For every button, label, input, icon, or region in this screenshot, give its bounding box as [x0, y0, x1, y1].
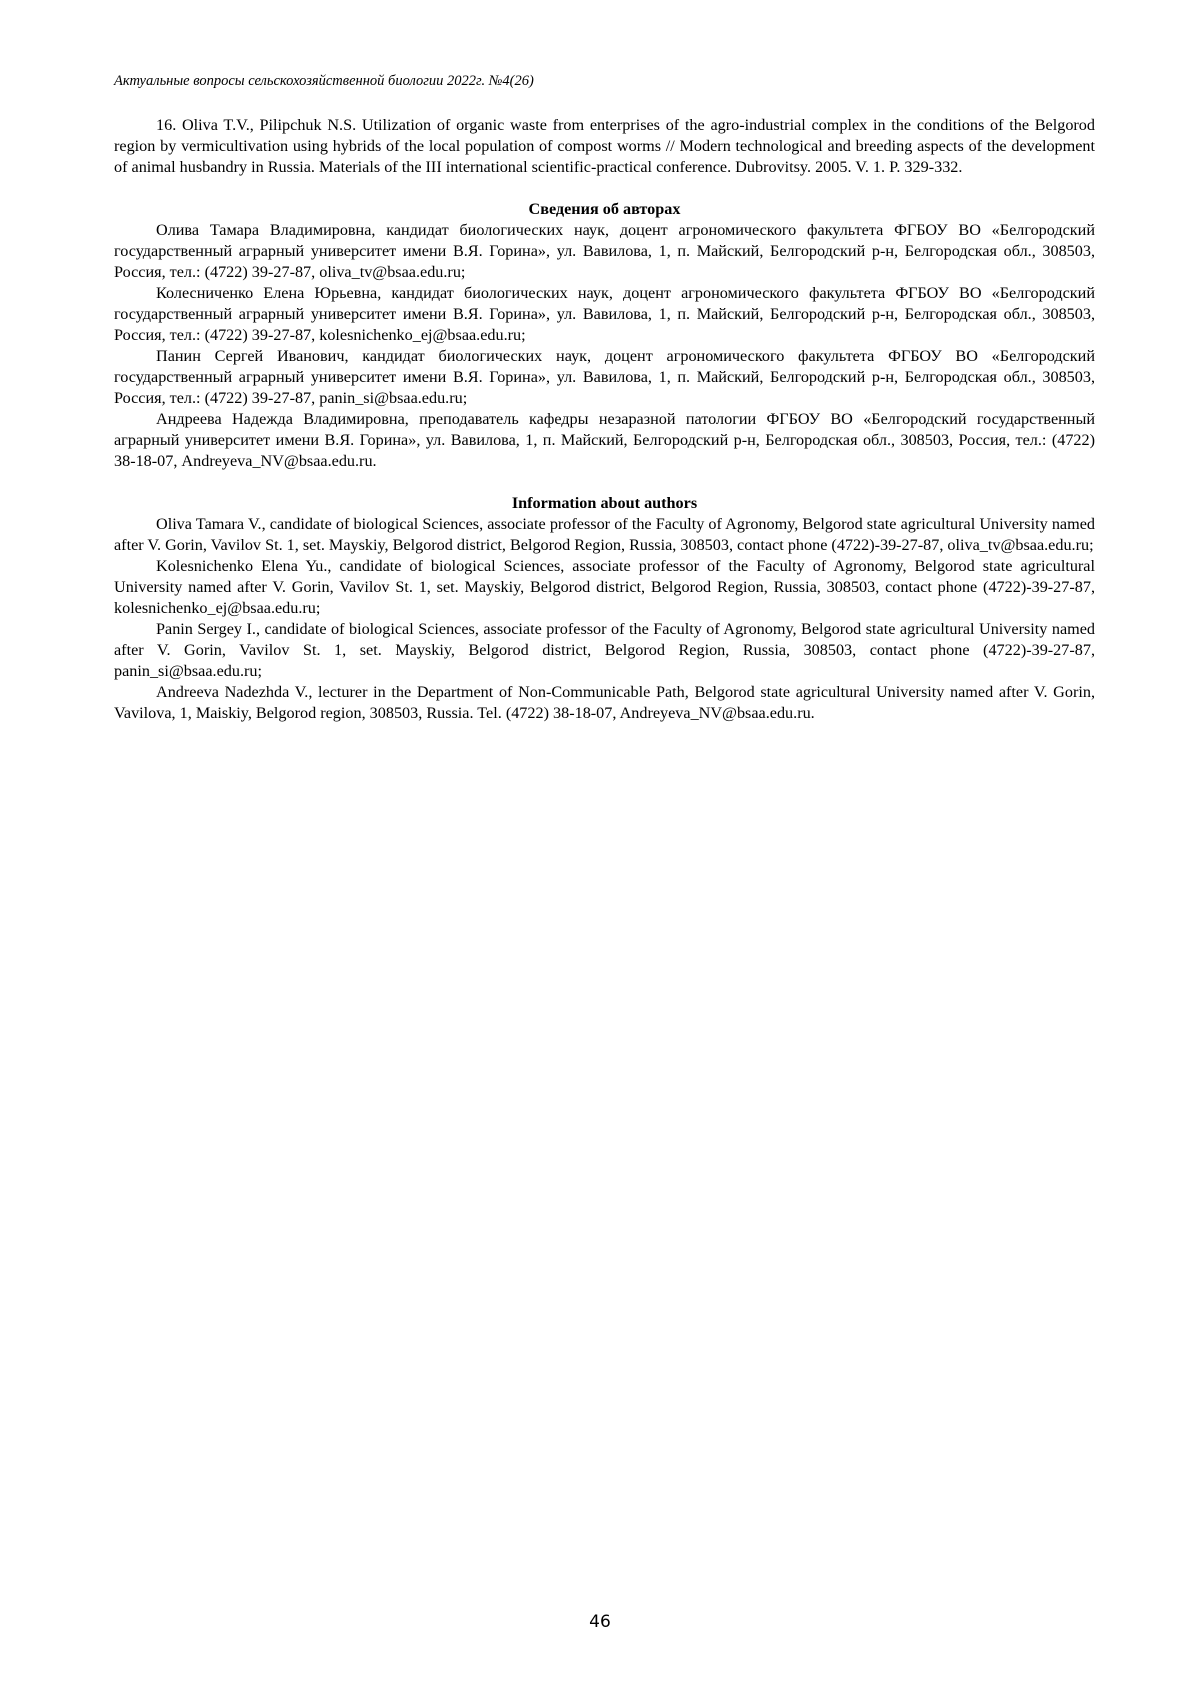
- author-en-entry: Panin Sergey I., candidate of biological Sciences, associate professor of the Faculty of Agronomy, Belgorod state agricultural University named after V. Gorin, Vavilov St. 1, set. Mayskiy, Belgorod district, Belgorod Region, Russia, 308503, contact phone (4722)-39-27-87, panin_si@bsaa.edu.ru;: [114, 620, 1095, 680]
- author-ru-entry: Панин Сергей Иванович, кандидат биологических наук, доцент агрономического факультета ФГБОУ ВО «Белгородский государственный аграрный университет имени В.Я. Горина», ул. Вавилова, 1, п. Майский, Белгородский р-н, Белгородская обл., 308503, Россия, тел.: (4722) 39-27-87, panin_si@bsaa.edu.ru;: [114, 347, 1095, 407]
- author-ru-entry: Олива Тамара Владимировна, кандидат биологических наук, доцент агрономического факультета ФГБОУ ВО «Белгородский государственный аграрный университет имени В.Я. Горина», ул. Вавилова, 1, п. Майский, Белгородский р-н, Белгородская обл., 308503, Россия, тел.: (4722) 39-27-87, oliva_tv@bsaa.edu.ru;: [114, 221, 1095, 281]
- page-number: 46: [589, 1612, 611, 1632]
- page-content: [114, 115, 1095, 724]
- author-en-entry: Andreeva Nadezhda V., lecturer in the Department of Non-Communicable Path, Belgorod state agricultural University named after V. Gorin, Vavilova, 1, Maiskiy, Belgorod region, 308503, Russia. Tel. (4722) 38-18-07, Andreyeva_NV@bsaa.edu.ru.: [114, 683, 1095, 722]
- author-en-entry: Kolesnichenko Elena Yu., candidate of biological Sciences, associate professor of the Faculty of Agronomy, Belgorod state agricultural University named after V. Gorin, Vavilov St. 1, set. Mayskiy, Belgorod district, Belgorod Region, Russia, 308503, contact phone (4722)-39-27-87, kolesnichenko_ej@bsaa.edu.ru;: [114, 557, 1095, 617]
- section-spacer: [114, 472, 1095, 493]
- journal-header: Актуальные вопросы сельскохозяйственной биологии 2022г. №4(26): [114, 73, 534, 89]
- authors-en-heading: Information about authors: [511, 494, 698, 512]
- author-ru-entry: Колесниченко Елена Юрьевна, кандидат биологических наук, доцент агрономического факультета ФГБОУ ВО «Белгородский государственный аграрный университет имени В.Я. Горина», ул. Вавилова, 1, п. Майский, Белгородский р-н, Белгородская обл., 308503, Россия, тел.: (4722) 39-27-87, kolesnichenko_ej@bsaa.edu.ru;: [114, 284, 1095, 344]
- authors-ru-heading: Сведения об авторах: [528, 200, 681, 218]
- reference-item: 16. Oliva T.V., Pilipchuk N.S. Utilization of organic waste from enterprises of the agro-industrial complex in the conditions of the Belgorod region by vermicultivation using hybrids of the local population of compost worms // Modern technological and breeding aspects of the development of animal husbandry in Russia. Materials of the III international scientific-practical conference. Dubrovitsy. 2005. V. 1. P. 329-332.: [114, 116, 1095, 176]
- author-en-entry: Oliva Tamara V., candidate of biological Sciences, associate professor of the Faculty of Agronomy, Belgorod state agricultural University named after V. Gorin, Vavilov St. 1, set. Mayskiy, Belgorod district, Belgorod Region, Russia, 308503, contact phone (4722)-39-27-87, oliva_tv@bsaa.edu.ru;: [114, 515, 1095, 554]
- author-ru-entry: Андреева Надежда Владимировна, преподаватель кафедры незаразной патологии ФГБОУ ВО «Белгородский государственный аграрный университет имени В.Я. Горина», ул. Вавилова, 1, п. Майский, Белгородский р-н, Белгородская обл., 308503, Россия, тел.: (4722) 38-18-07, Andreyeva_NV@bsaa.edu.ru.: [114, 410, 1095, 470]
- section-spacer: [114, 178, 1095, 199]
